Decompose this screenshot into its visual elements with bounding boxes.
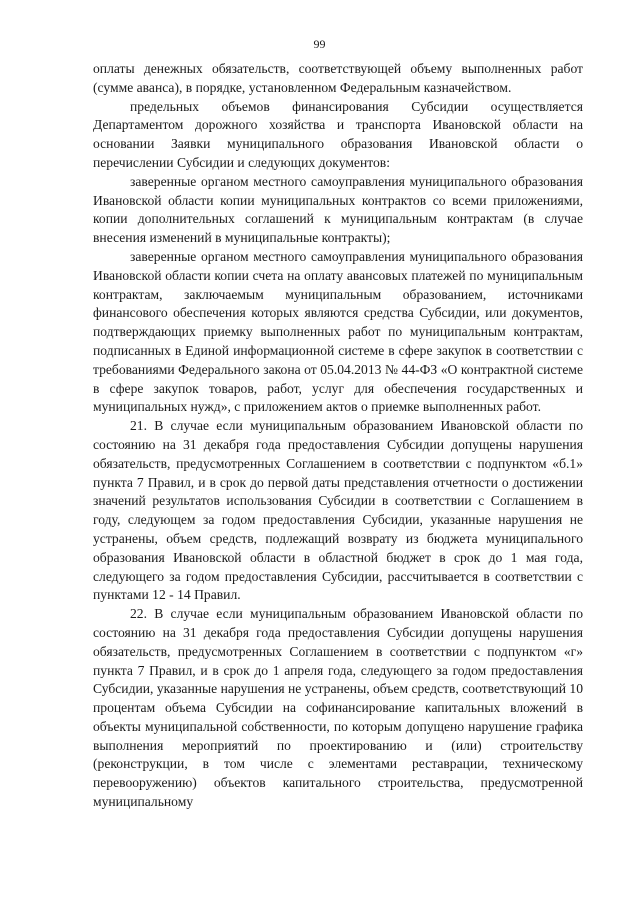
document-body — [93, 60, 583, 812]
paragraph-invoice-copies: заверенные органом местного самоуправления муниципального образования Ивановской области копии счета на оплату авансовых платежей по муниципальным контрактам, заключаемым муниципальным образованием, источниками финансового обеспечения которых являются средства Субсидии, или документов, подтверждающих приемку выполненных работ по муниципальным контрактам, подписанных в Единой информационной системе в сфере закупок в соответствии с требованиями Федерального закона от 05.04.2013 № 44-ФЗ «О контрактной системе в сфере закупок товаров, работ, услуг для обеспечения государственных и муниципальных нужд», с приложением актов о приемке выполненных работ. — [93, 248, 583, 415]
paragraph-clause-22: 22. В случае если муниципальным образованием Ивановской области по состоянию на 31 декабря года предоставления Субсидии допущены нарушения обязательств, предусмотренных Соглашением в соответствии с подпунктом «г» пункта 7 Правил, и в срок до 1 апреля года, следующего за годом предоставления Субсидии, указанные нарушения не устранены, объем средств, соответствующий 10 процентам объема Субсидии на софинансирование капитальных вложений в объекты муниципальной собственности, по которым допущено нарушение графика выполнения мероприятий по проектированию и (или) строительству (реконструкции, в том числе с элементами реставрации, техническому перевооружению) объектов капитального строительства, предусмотренной муниципальному — [93, 606, 583, 810]
paragraph-clause-21: 21. В случае если муниципальным образованием Ивановской области по состоянию на 31 декабря года предоставления Субсидии допущены нарушения обязательств, предусмотренных Соглашением в соответствии с подпунктом «б.1» пункта 7 Правил, и в срок до первой даты представления отчетности о достижении значений результатов использования Субсидии в соответствии с Соглашением в году, следующем за годом предоставления Субсидии, указанные нарушения не устранены, объем средств, подлежащий возврату из бюджета муниципального образования Ивановской области в областной бюджет в срок до 1 мая года, следующего за годом предоставления Субсидии, рассчитывается в соответствии с пунктами 12 - 14 Правил. — [93, 418, 583, 603]
paragraph-contract-copies: заверенные органом местного самоуправления муниципального образования Ивановской области копии муниципальных контрактов со всеми приложениями, копии дополнительных соглашений к муниципальным контрактам (в случае внесения изменений в муниципальные контракты); — [93, 173, 583, 246]
page-number: 99 — [313, 37, 326, 51]
paragraph-payment-obligations: оплаты денежных обязательств, соответствующей объему выполненных работ (сумме аванса), в порядке, установленном Федеральным казначейством. — [93, 61, 583, 95]
paragraph-financing-limits: предельных объемов финансирования Субсидии осуществляется Департаментом дорожного хозяйства и транспорта Ивановской области на основании Заявки муниципального образования Ивановской области о перечислении Субсидии и следующих документов: — [93, 98, 583, 170]
